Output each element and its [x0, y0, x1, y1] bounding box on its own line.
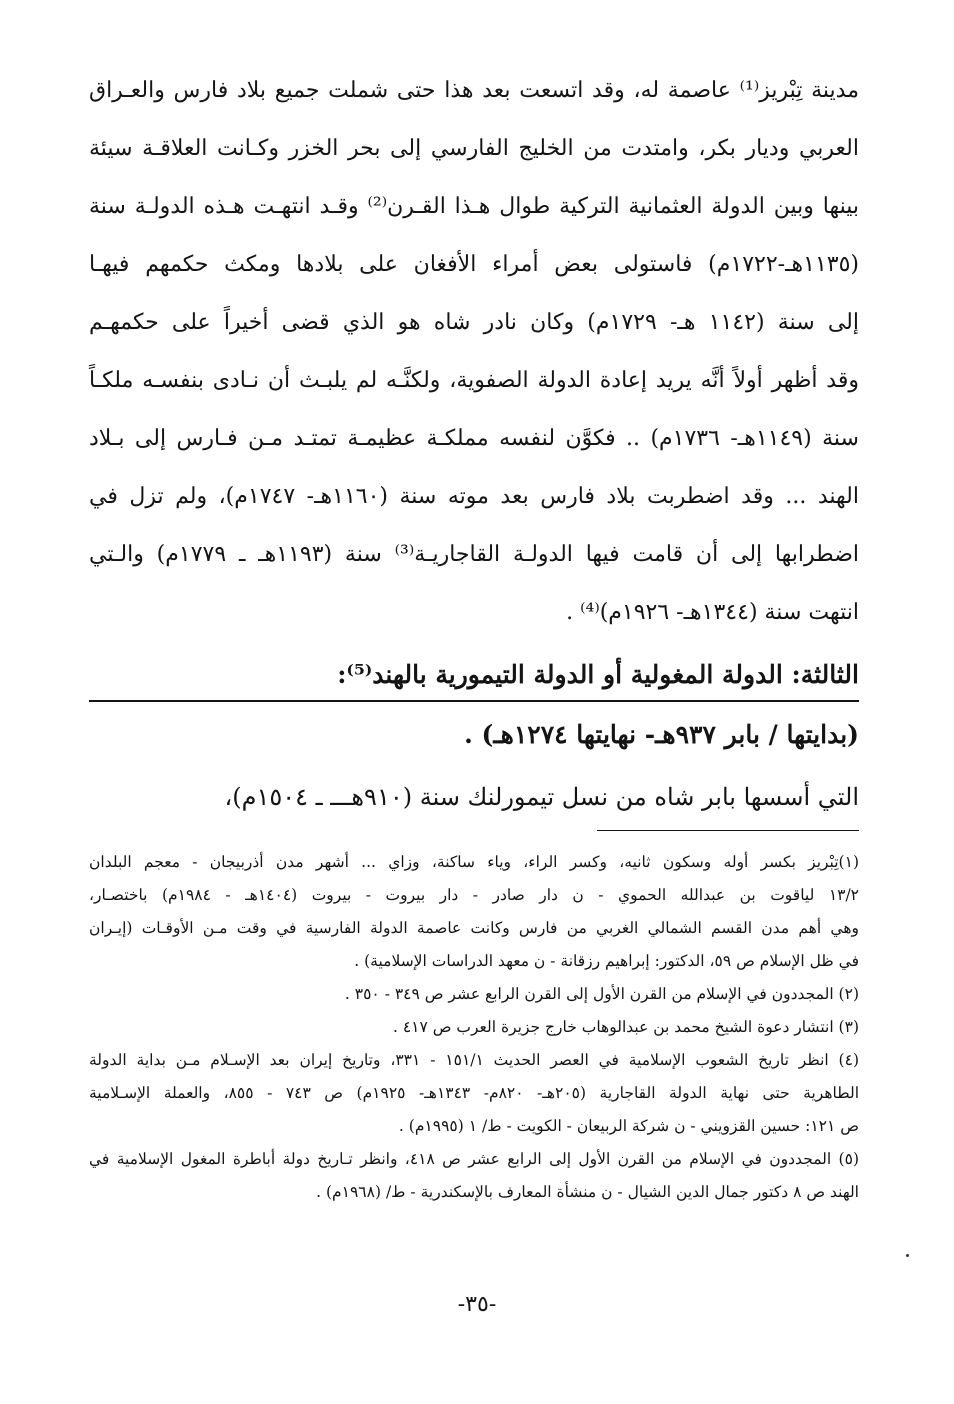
scan-speck [906, 1254, 909, 1257]
body-line-3: بينها وبين الدولة العثمانية التركية طوال هـذا القـرن⁽²⁾ وقـد انتهـت هـذه الدولـة سنة [89, 194, 859, 219]
footnote-separator [597, 830, 859, 831]
page-number: -٣٥- [457, 1292, 497, 1317]
footnote-line-7: (٤) انظر تاريخ الشعوب الإسلامية في العصر الحديث ١٥١/١ - ٣٣١، وتاريخ إيران بعد الإسـلام مـن بداية الدولة [89, 1051, 859, 1069]
footnote-line-10: (٥) المجددون في الإسلام من القرن الأول إلى الرابع عشر ص ٤١٨، وانظر تـاريخ دولة أباطرة المغول الإسلامية في [89, 1150, 859, 1168]
body-line-6: وقد أظهر أولاً أنَّه يريد إعادة الدولة الصفوية، ولكنَّـه لم يلبـث أن نـادى بنفسـه ملكـاً [89, 368, 859, 393]
footnote-line-6: (٣) انتشار دعوة الشيخ محمد بن عبدالوهاب خارج جزيرة العرب ص ٤١٧ . [392, 1018, 859, 1036]
footnote-line-9: ص ١٢١: حسين القزويني - ن شركة الربيعان - الكويت - ط/ ١ (١٩٩٥م) . [398, 1117, 859, 1135]
body-line-1: مدينة تِبْريز⁽¹⁾ عاصمة له، وقد اتسعت بعد هذا حتى شملت جميع بلاد فارس والعـراق [89, 78, 859, 103]
section-intro-line: التي أسسها بابر شاه من نسل تيمورلنك سنة (٩١٠هـــ ـ ١٥٠٤م)، [224, 783, 859, 811]
body-line-9: اضطرابها إلى أن قامت فيها الدولـة القاجاريـة⁽³⁾ سنة (١١٩٣هـ ـ ١٧٧٩م) والـتي [89, 542, 859, 567]
footnotes [89, 846, 859, 1209]
footnote-line-11: الهند ص ٨ دكتور جمال الدين الشيال - ن منشأة المعارف بالإسكندرية - ط/ (١٩٦٨م) . [316, 1183, 859, 1201]
footnote-line-1: (١)تِبْريز بكسر أوله وسكون ثانيه، وكسر الراء، وياء ساكنة، وزاي ... أشهر مدن أذربيجان - معجم البلدان [89, 853, 859, 871]
body-line-4: (١١٣٥هـ-١٧٢٢م) فاستولى بعض أمراء الأفغان على بلادها ومكث حكمهم فيهـا [89, 252, 859, 277]
body-line-5: إلى سنة (١١٤٢ هـ- ١٧٢٩م) وكان نادر شاه هو الذي قضى أخيراً على حكمهـم [89, 310, 859, 335]
footnote-line-2: ١٣/٢ لياقوت بن عبدالله الحموي - ن دار صادر - دار بيروت - بيروت (١٤٠٤هـ - ١٩٨٤م) باختصـار، [89, 886, 860, 904]
body-line-2: العربي وديار بكر، وامتدت من الخليج الفارسي إلى بحر الخزر وكـانت العلاقـة سيئة [89, 136, 859, 161]
body-line-8: الهند ... وقد اضطربت بلاد فارس بعد موته سنة (١١٦٠هـ- ١٧٤٧م)، ولم تزل في [89, 484, 859, 509]
body-line-7: سنة (١١٤٩هـ- ١٧٣٦م) .. فكوَّن لنفسه مملكـة عظيمـة تمتـد مـن فـارس إلى بـلاد [89, 426, 859, 451]
section-heading: الثالثة: الدولة المغولية أو الدولة التيمورية بالهند⁽⁵⁾: [337, 660, 859, 689]
footnote-line-4: في ظل الإسلام ص ٥٩، الدكتور: إبراهيم رزقانة - ن معهد الدراسات الإسلامية) . [354, 952, 859, 970]
footnote-line-5: (٢) المجددون في الإسلام من القرن الأول إلى القرن الرابع عشر ص ٣٤٩ - ٣٥٠ . [344, 985, 859, 1003]
heading-underline [89, 700, 859, 702]
section-subheading: (بدايتها / بابر ٩٣٧هـ- نهايتها ١٢٧٤هـ) . [464, 720, 859, 749]
footnote-line-8: الطاهرية حتى نهاية الدولة القاجارية (٢٠٥هـ- ٨٢٠م- ١٣٤٣هـ- ١٩٢٥م) ص ٧٤٣ - ٨٥٥، والعملة الإسـلامية [89, 1084, 859, 1102]
body-text [89, 62, 859, 642]
footnote-line-3: وهي أهم مدن القسم الشمالي الغربي من فارس وكانت عاصمة الدولة الفارسية في وقت مـن الأوقـات (إيـران [89, 919, 859, 937]
body-line-10: انتهت سنة (١٣٤٤هـ- ١٩٢٦م)⁽⁴⁾ . [566, 600, 859, 625]
